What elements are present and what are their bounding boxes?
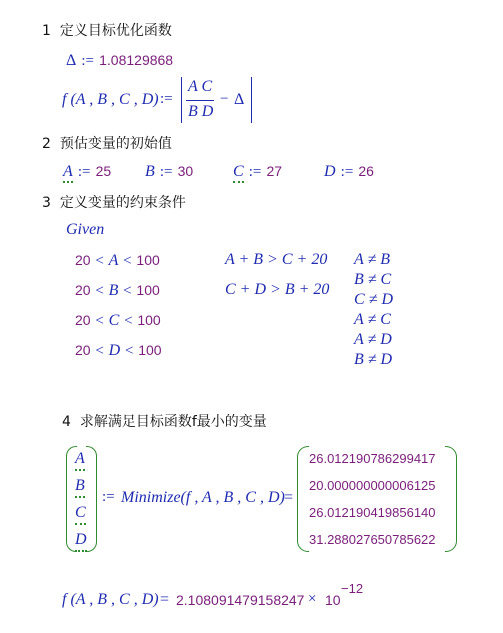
vector-var-a[interactable]: A bbox=[75, 450, 85, 471]
initial-value-d-number: 26 bbox=[358, 163, 374, 179]
minimize-call[interactable]: Minimize(f , A , B , C , D) bbox=[121, 489, 285, 506]
neq-constraint-bd[interactable]: B ≠ D bbox=[354, 351, 393, 368]
result-d: 31.288027650785622 bbox=[309, 532, 436, 547]
solve-assign: := bbox=[102, 489, 115, 505]
result-bracket-open bbox=[297, 446, 309, 552]
f-def-assign: := bbox=[160, 91, 173, 107]
section-1-number: 1 bbox=[42, 23, 51, 39]
range-constraint-b[interactable] bbox=[75, 281, 160, 300]
initial-var-b: B bbox=[145, 163, 155, 180]
result-bracket-close bbox=[445, 446, 457, 552]
f-def-minus: − bbox=[220, 91, 229, 107]
assign-operator: := bbox=[77, 164, 91, 180]
f-def-denominator: B D bbox=[188, 103, 214, 120]
range-var: B bbox=[108, 282, 119, 299]
section-3-number: 3 bbox=[42, 195, 51, 211]
given-keyword[interactable]: Given bbox=[66, 221, 105, 238]
initial-value-d[interactable] bbox=[324, 161, 374, 181]
delta-symbol: Δ bbox=[66, 52, 77, 69]
range-low: 20 bbox=[75, 282, 91, 298]
range-high: 100 bbox=[136, 252, 160, 268]
final-equals: = bbox=[160, 591, 170, 608]
lt-operator: < bbox=[95, 343, 104, 359]
section-1-title: 定义目标优化函数 bbox=[59, 23, 172, 39]
initial-value-b[interactable] bbox=[145, 161, 193, 181]
range-constraint-a[interactable] bbox=[75, 251, 160, 270]
vector-var-b[interactable]: B bbox=[75, 477, 85, 498]
initial-value-a[interactable] bbox=[63, 161, 111, 181]
assign-operator: := bbox=[248, 164, 262, 180]
final-exponent: −12 bbox=[341, 581, 364, 596]
delta-value: 1.08129868 bbox=[99, 52, 174, 68]
solve-equals: = bbox=[284, 489, 294, 506]
lt-operator: < bbox=[95, 283, 104, 299]
range-constraint-c[interactable] bbox=[75, 311, 161, 330]
section-4-heading bbox=[62, 411, 267, 431]
neq-constraint-ad[interactable]: A ≠ D bbox=[354, 331, 392, 348]
abs-bar-left bbox=[181, 77, 182, 123]
result-a: 26.012190786299417 bbox=[309, 451, 436, 466]
lt-operator: < bbox=[95, 313, 104, 329]
initial-value-a-number: 25 bbox=[95, 163, 112, 179]
initial-value-b-number: 30 bbox=[177, 163, 194, 179]
lt-operator: < bbox=[124, 343, 134, 359]
neq-constraint-cd[interactable]: C ≠ D bbox=[354, 291, 394, 308]
sum-constraint-2[interactable]: C + D > B + 20 bbox=[225, 281, 330, 298]
section-2-title: 预估变量的初始值 bbox=[59, 136, 172, 152]
section-2-number: 2 bbox=[42, 136, 51, 152]
range-low: 20 bbox=[75, 342, 91, 358]
section-2-heading bbox=[42, 133, 172, 153]
section-4-number: 4 bbox=[62, 414, 71, 430]
final-times: × bbox=[308, 591, 317, 607]
sum-constraint-1[interactable]: A + B > C + 20 bbox=[225, 251, 328, 268]
left-vector-bracket-close bbox=[86, 446, 97, 552]
final-mantissa: 2.108091479158247 bbox=[176, 592, 305, 608]
initial-var-a: A bbox=[63, 163, 73, 183]
range-low: 20 bbox=[75, 312, 91, 328]
neq-constraint-ac[interactable]: A ≠ C bbox=[354, 311, 391, 328]
range-var: C bbox=[108, 312, 120, 329]
result-c: 26.012190419856140 bbox=[309, 505, 436, 520]
range-high: 100 bbox=[137, 312, 161, 328]
initial-value-c-number: 27 bbox=[266, 163, 283, 179]
assign-operator: := bbox=[159, 164, 173, 180]
range-constraint-d[interactable] bbox=[75, 341, 162, 360]
assign-operator: := bbox=[81, 53, 95, 69]
f-def-numerator: A C bbox=[188, 78, 213, 95]
initial-var-c: C bbox=[233, 163, 244, 183]
lt-operator: < bbox=[123, 253, 132, 269]
f-def-lhs[interactable]: f (A , B , C , D) bbox=[62, 91, 159, 108]
lt-operator: < bbox=[95, 253, 104, 269]
section-3-title: 定义变量的约束条件 bbox=[59, 195, 186, 211]
vector-var-d[interactable]: D bbox=[75, 531, 87, 552]
f-def-delta: Δ bbox=[234, 91, 245, 108]
lt-operator: < bbox=[123, 283, 132, 299]
range-high: 100 bbox=[136, 282, 160, 298]
range-low: 20 bbox=[75, 252, 91, 268]
final-lhs[interactable]: f (A , B , C , D) bbox=[62, 591, 159, 608]
result-b: 20.000000000006125 bbox=[309, 478, 436, 493]
section-4-title: 求解满足目标函数f最小的变量 bbox=[79, 414, 267, 430]
assign-operator: := bbox=[340, 164, 354, 180]
final-base: 10 bbox=[325, 592, 341, 608]
neq-constraint-ab[interactable]: A ≠ B bbox=[354, 251, 391, 268]
range-high: 100 bbox=[138, 342, 162, 358]
neq-constraint-bc[interactable]: B ≠ C bbox=[354, 271, 392, 288]
fraction-bar bbox=[186, 100, 214, 101]
range-var: A bbox=[108, 252, 119, 269]
vector-var-c[interactable]: C bbox=[75, 504, 86, 525]
initial-value-c[interactable] bbox=[233, 161, 282, 181]
initial-var-d: D bbox=[324, 163, 336, 180]
abs-bar-right bbox=[251, 77, 252, 123]
range-var: D bbox=[108, 342, 121, 359]
lt-operator: < bbox=[124, 313, 133, 329]
section-1-heading bbox=[42, 20, 172, 40]
section-3-heading bbox=[42, 192, 186, 212]
delta-definition[interactable] bbox=[66, 50, 173, 70]
